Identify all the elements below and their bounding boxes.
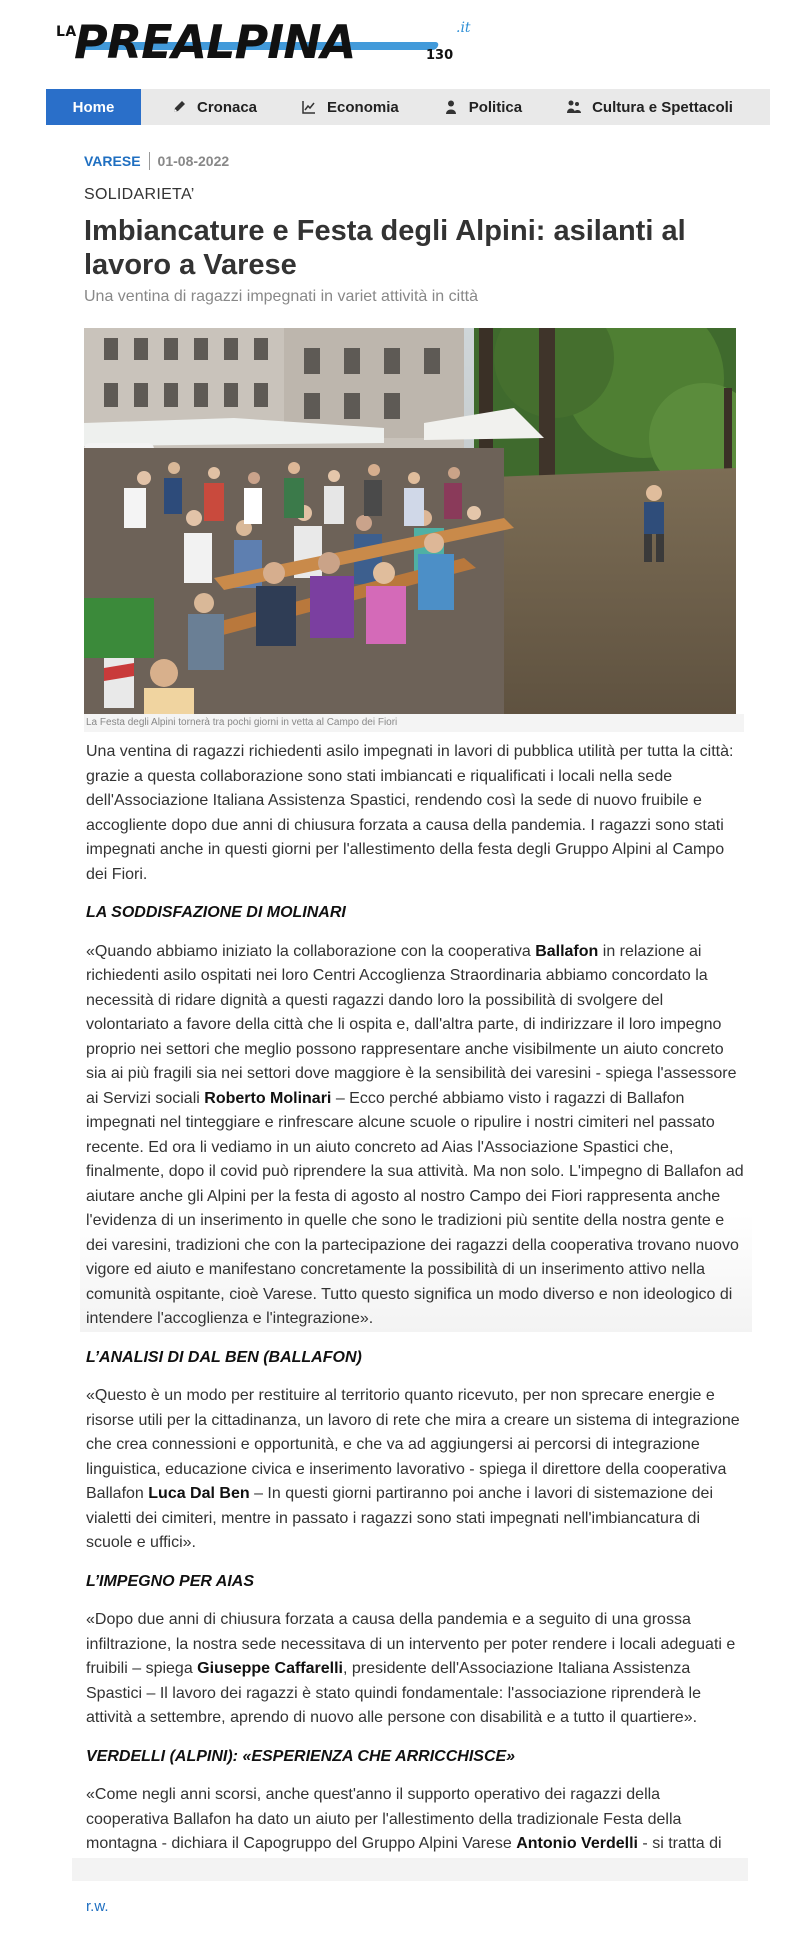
- text-run: «Quando abbiamo iniziato la collaborazione con la cooperativa: [86, 942, 536, 960]
- nav-item-cronaca[interactable]: [149, 89, 279, 125]
- article-author[interactable]: r.w.: [86, 1898, 109, 1915]
- nav-item-politica[interactable]: [421, 89, 544, 125]
- site-logo[interactable]: [56, 16, 476, 72]
- text-run: «Questo è un modo per restituire al territorio quanto ricevuto, per non sprecare energie e risorse utili per la cittadinanza, un lavoro di rete che mira a creare un sistema di integrazione che crea connessioni e opportunità, e che va ad aggiungersi ai percorsi di integrazione linguistica, educazione civica e inserimento lavorativo - spiega il direttore della cooperativa Ballafon: [86, 1387, 740, 1502]
- article-subtitle: Una ventina di ragazzi impegnati in variet attività in città: [84, 288, 478, 305]
- site-header: [0, 0, 800, 88]
- article-date: 01-08-2022: [157, 153, 230, 169]
- article-title: Imbiancature e Festa degli Alpini: asilanti al lavoro a Varese: [84, 215, 686, 281]
- festival-crowd-photo: [84, 328, 736, 714]
- nav-item-label: Cultura e Spettacoli: [592, 98, 733, 116]
- article-kicker: SOLIDARIETA’: [84, 186, 195, 203]
- text-run: «Come negli anni scorsi, anche quest'anno il supporto operativo dei ragazzi della cooperativa Ballafon ha dato un aiuto per l'allestimento della tradizionale Festa della montagna - dichiara il Capogruppo del Gruppo Alpini Varese: [86, 1786, 682, 1852]
- logo-prefix: LA: [56, 24, 77, 40]
- section-paragraph: [86, 1384, 746, 1556]
- nav-item-economia[interactable]: [279, 89, 421, 125]
- nav-item-label: Home: [72, 98, 115, 116]
- footer-strip: [72, 1858, 748, 1881]
- nav-item-label: Cronaca: [197, 98, 258, 116]
- article-intro: Una ventina di ragazzi richiedenti asilo impegnati in lavori di pubblica utilità per tutta la città: grazie a questa collaborazione sono stati imbiancati e riqualificati i locali nella sede dell'Associazione Italiana Assistenza Spastici, rendendo così la sede di nuovo fruibile e accogliente dopo due anni di chiusura forzata a causa della pandemia. I ragazzi sono stati impegnati anche in questi giorni per l'allestimento della festa degli Gruppo Alpini al Campo dei Fiori.: [86, 743, 734, 883]
- nav-item-label: Politica: [468, 98, 523, 116]
- article-meta: [84, 152, 229, 170]
- meta-divider: [149, 152, 150, 170]
- text-run: «Dopo due anni di chiusura forzata a causa della pandemia e a seguito di una grossa infiltrazione, la nostra sede necessitava di un intervento per poter rendere i locali adeguati e fruibili – spiega: [86, 1611, 736, 1677]
- person-icon: [443, 99, 459, 115]
- people-icon: [566, 99, 582, 115]
- section-heading: L’ANALISI DI DAL BEN (BALLAFON): [86, 1348, 362, 1366]
- text-run: - si tratta di: [642, 1835, 722, 1852]
- logo-anniversary: 130: [426, 48, 454, 63]
- nav-item-label: Economia: [327, 98, 399, 116]
- nav-item-cultura[interactable]: [544, 89, 755, 125]
- article-photo: [84, 328, 736, 714]
- section-heading: LA SODDISFAZIONE DI MOLINARI: [86, 904, 346, 921]
- bold-name: Roberto Molinari: [204, 1089, 332, 1107]
- section-molinari: [80, 940, 752, 1332]
- bold-name: Giuseppe Caffarelli: [197, 1660, 343, 1677]
- bold-name: Luca Dal Ben: [148, 1485, 250, 1502]
- text-run: in relazione ai richiedenti asilo ospitati nei loro Centri Accoglienza Straordinaria abbiamo concordato la necessità di ridare dignità a questi ragazzi dando loro la possibilità di svolgere del volontariato a favore della città che li ospita e, dall'altra parte, di indirizzare il loro impegno proprio nei settori che meglio possono rappresentare anche visibilmente un aiuto concreto sia ai più fragili sia nei settori dove maggiore è la sensibilità dei varesini - spiega l'assessore ai Servizi sociali: [86, 942, 737, 1107]
- article-body: [86, 740, 746, 1934]
- text-run: , presidente dell'Associazione Italiana Assistenza Spastici – Il lavoro dei ragazzi è stato quindi fondamentale: l'associazione riprenderà le attività a settembre, aprendo di nuovo alle persone con disabilità e a tutto il quartiere».: [86, 1660, 701, 1726]
- section-heading: VERDELLI (ALPINI): «ESPERIENZA CHE ARRICCHISCE»: [86, 1747, 516, 1765]
- bold-name: Antonio Verdelli: [516, 1835, 638, 1852]
- logo-tld: .it: [456, 20, 471, 36]
- bold-name: Ballafon: [535, 942, 599, 960]
- article-category-link[interactable]: VARESE: [84, 153, 141, 169]
- section-paragraph: [86, 940, 746, 1332]
- text-run: – In questi giorni partiranno poi anche i lavori di sistemazione dei vialetti dei cimiteri, mentre in passato i ragazzi sono stati impegnati nell'imbiancatura di scuole e uffici».: [86, 1485, 713, 1551]
- pen-icon: [171, 99, 187, 115]
- nav-item-home[interactable]: [46, 89, 141, 125]
- photo-caption: La Festa degli Alpini tornerà tra pochi giorni in vetta al Campo dei Fiori: [84, 714, 744, 732]
- main-nav: [46, 89, 770, 125]
- section-paragraph: [86, 1608, 746, 1731]
- logo-name: PREALPINA: [74, 15, 356, 69]
- chart-line-icon: [301, 99, 317, 115]
- section-heading: L’IMPEGNO PER AIAS: [86, 1572, 255, 1590]
- text-run: – Ecco perché abbiamo visto i ragazzi di Ballafon impegnati nel tinteggiare e rinfrescare alcune scuole o ripulire i nostri cimiteri nel passato recente. Ed ora li vediamo in un aiuto concreto ad Aias l'Associazione Spastici che, finalmente, dopo il covid può riprendere la sua attività. Ma non solo. L'impegno di Ballafon ad aiutare anche gli Alpini per la festa di agosto al nostro Campo dei Fiori rappresenta anche l'evidenza di un inserimento in quelle che sono le tradizioni più sentite della nostra gente e dei varesini, tradizioni che con la partecipazione dei ragazzi della cooperativa trovano nuovo vigore ed aiuto e manifestano concretamente la possibilità di un inserimento attivo nella comunità ospitante, cioè Varese. Tutto questo significa un modo diverso e non ideologico di intendere l'accoglienza e l'integrazione».: [86, 1089, 744, 1327]
